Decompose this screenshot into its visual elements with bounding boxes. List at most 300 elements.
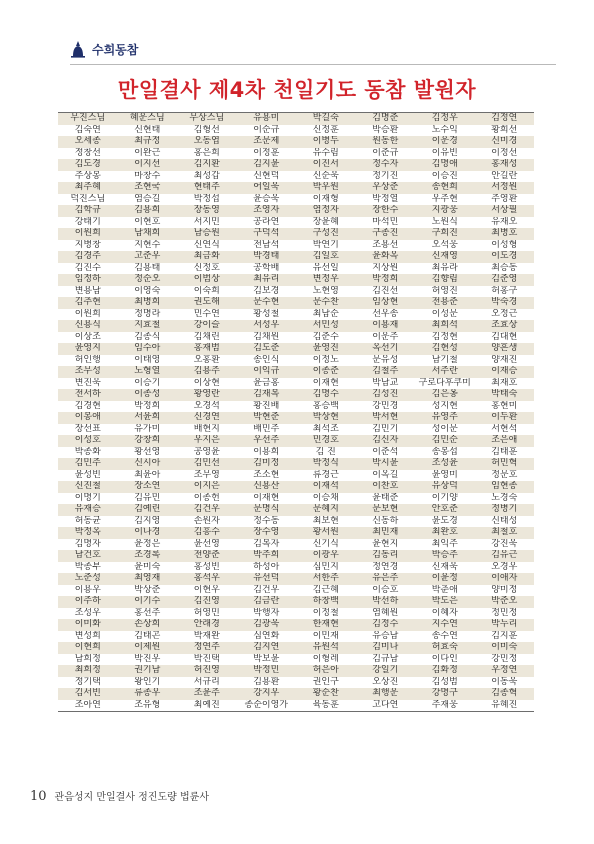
- table-row: [58, 136, 534, 148]
- name-cell: 노현영: [296, 286, 356, 298]
- name-cell: 윤미숙: [118, 562, 178, 574]
- name-cell: 한재현: [296, 619, 356, 631]
- page-title: 만일결사 제4차 천일기도 동참 발원자: [117, 78, 477, 102]
- name-cell: 신재욱: [415, 562, 475, 574]
- name-cell: 김지환: [177, 159, 237, 171]
- name-cell: 심연화: [237, 631, 297, 643]
- name-cell: 홍현미: [475, 401, 535, 413]
- name-cell: 이찬호: [356, 481, 416, 493]
- name-cell: 최영재: [118, 573, 178, 585]
- name-cell: 홍성빈: [177, 562, 237, 574]
- name-cell: 강명구: [415, 688, 475, 700]
- table-row: [58, 677, 534, 689]
- table-row: [58, 493, 534, 505]
- table-row: [58, 585, 534, 597]
- name-cell: 지수연: [415, 619, 475, 631]
- name-cell: 우상준: [356, 182, 416, 194]
- name-cell: 최주혜: [58, 182, 118, 194]
- table-row: [58, 527, 534, 539]
- table-row: [58, 320, 534, 332]
- name-cell: 김학규: [58, 205, 118, 217]
- name-cell: 허동균: [58, 516, 118, 528]
- name-cell: 최행운: [356, 688, 416, 700]
- name-cell: 김도경: [58, 159, 118, 171]
- name-cell: 김 진: [296, 447, 356, 459]
- name-cell: 김민순: [415, 435, 475, 447]
- table-row: [58, 401, 534, 413]
- name-cell: 김건우: [177, 504, 237, 516]
- name-cell: 심민지: [296, 562, 356, 574]
- name-cell: 김정수: [356, 619, 416, 631]
- name-cell: 허영진: [415, 286, 475, 298]
- name-cell: 오세종: [58, 136, 118, 148]
- name-cell: 송인식: [237, 355, 297, 367]
- name-cell: 이상현: [177, 378, 237, 390]
- name-cell: 변성희: [58, 631, 118, 643]
- name-cell: 김대현: [475, 332, 535, 344]
- name-cell: 김지연: [237, 642, 297, 654]
- name-cell: 문명식: [237, 504, 297, 516]
- name-cell: 양재진: [475, 355, 535, 367]
- table-row: [58, 562, 534, 574]
- name-cell: 이원희: [58, 309, 118, 321]
- name-cell: 박정희: [356, 274, 416, 286]
- name-cell: 김태훈: [475, 447, 535, 459]
- name-cell: 현태주: [177, 182, 237, 194]
- name-cell: 김향림: [415, 274, 475, 286]
- name-cell: 이정선: [475, 148, 535, 160]
- name-cell: 남승원: [177, 228, 237, 240]
- name-cell: 윤영지: [58, 343, 118, 355]
- name-cell: 류종우: [118, 688, 178, 700]
- name-cell: 이용희: [237, 447, 297, 459]
- name-cell: 이재승: [475, 366, 535, 378]
- name-cell: 박진택: [177, 654, 237, 666]
- name-cell: 김채원: [237, 332, 297, 344]
- name-cell: 유가미: [118, 424, 178, 436]
- name-cell: 유재승: [58, 504, 118, 516]
- name-cell: 이완근: [118, 148, 178, 160]
- table-row: [58, 205, 534, 217]
- name-cell: 서민성: [296, 320, 356, 332]
- table-row: [58, 458, 534, 470]
- name-cell: 이순규: [237, 125, 297, 137]
- table-row: [58, 286, 534, 298]
- name-cell: 정순오: [118, 274, 178, 286]
- name-cell: 서성우: [237, 320, 297, 332]
- name-cell: 김예린: [118, 504, 178, 516]
- table-row: [58, 182, 534, 194]
- name-cell: 김현성: [415, 343, 475, 355]
- name-cell: 정민정: [475, 608, 535, 620]
- name-cell: 황순찬: [296, 688, 356, 700]
- name-cell: 윤정은: [118, 539, 178, 551]
- name-cell: 조아연: [58, 700, 118, 712]
- name-cell: 우정연: [475, 665, 535, 677]
- name-cell: 이재형: [296, 194, 356, 206]
- name-cell: 신정훈: [296, 125, 356, 137]
- donor-names-body: [58, 113, 534, 712]
- name-cell: 김광욱: [237, 619, 297, 631]
- name-cell: 오석웅: [415, 240, 475, 252]
- name-cell: 허진영: [177, 665, 237, 677]
- name-cell: 이승기: [118, 378, 178, 390]
- name-cell: 박서현: [356, 412, 416, 424]
- name-cell: 권도해: [177, 297, 237, 309]
- name-cell: 변정우: [296, 274, 356, 286]
- table-row: [58, 125, 534, 137]
- name-cell: 이제원: [118, 642, 178, 654]
- name-cell: 박정민: [237, 665, 297, 677]
- name-cell: 김미나: [356, 642, 416, 654]
- name-cell: 신동하: [356, 516, 416, 528]
- name-cell: 이용재: [356, 320, 416, 332]
- name-cell: 이숙희: [177, 286, 237, 298]
- name-cell: 문유성: [356, 355, 416, 367]
- name-cell: 손원자: [177, 516, 237, 528]
- table-row: [58, 539, 534, 551]
- name-cell: 윤승욱: [237, 194, 297, 206]
- name-cell: 박경태: [237, 251, 297, 263]
- page-number: 10: [30, 789, 47, 804]
- name-cell: 전남석: [237, 240, 297, 252]
- name-cell: 윤현지: [356, 539, 416, 551]
- table-row: [58, 631, 534, 643]
- name-cell: 박상준: [118, 585, 178, 597]
- name-cell: 이용우: [58, 585, 118, 597]
- name-cell: 윤선영: [177, 539, 237, 551]
- name-cell: 권기남: [118, 665, 178, 677]
- name-cell: 김성진: [356, 389, 416, 401]
- name-cell: 정기진: [356, 171, 416, 183]
- name-cell: 공학배: [237, 263, 297, 275]
- name-cell: 임상현: [356, 297, 416, 309]
- name-cell: 강태기: [58, 217, 118, 229]
- name-cell: 이주하: [58, 596, 118, 608]
- name-cell: 이다인: [415, 654, 475, 666]
- name-cell: 김금란: [237, 596, 297, 608]
- name-cell: 이정훈: [237, 148, 297, 160]
- name-cell: 오정근: [475, 309, 535, 321]
- name-cell: 구덕석: [237, 228, 297, 240]
- name-cell: 강지우: [237, 688, 297, 700]
- name-cell: 무상스님: [177, 113, 237, 125]
- name-cell: 마창수: [118, 171, 178, 183]
- name-cell: 박길숙: [296, 113, 356, 125]
- name-cell: 김복자: [237, 539, 297, 551]
- name-cell: 최재호: [475, 378, 535, 390]
- name-cell: 최남순: [296, 309, 356, 321]
- table-row: [58, 573, 534, 585]
- name-cell: 노형열: [118, 366, 178, 378]
- name-cell: 양미정: [475, 585, 535, 597]
- name-cell: 신용산: [237, 481, 297, 493]
- name-cell: 김일호: [296, 251, 356, 263]
- name-cell: 임현종: [475, 481, 535, 493]
- name-cell: 유재오: [475, 217, 535, 229]
- name-cell: 이종준: [296, 366, 356, 378]
- name-cell: 주재웅: [415, 700, 475, 712]
- name-cell: 강민경: [356, 401, 416, 413]
- table-row: [58, 470, 534, 482]
- footer: [30, 788, 209, 804]
- name-cell: 민수연: [177, 309, 237, 321]
- name-cell: 이광우: [296, 550, 356, 562]
- name-cell: 유선일: [296, 263, 356, 275]
- name-cell: 최보현: [296, 516, 356, 528]
- name-cell: 조무성: [58, 366, 118, 378]
- name-cell: 김명애: [415, 159, 475, 171]
- header-divider: [70, 64, 556, 65]
- name-cell: 원동한: [356, 136, 416, 148]
- name-cell: 박숙경: [475, 297, 535, 309]
- name-cell: 홍승백: [296, 401, 356, 413]
- name-cell: 정문호: [475, 470, 535, 482]
- name-cell: 허홍구: [475, 286, 535, 298]
- name-cell: 이재석: [296, 481, 356, 493]
- name-cell: 이나경: [118, 527, 178, 539]
- name-cell: 이애자: [475, 573, 535, 585]
- name-cell: 최승동: [475, 263, 535, 275]
- name-cell: 유용미: [237, 113, 297, 125]
- name-cell: 안호준: [415, 504, 475, 516]
- header: [70, 38, 138, 60]
- name-cell: 조성우: [58, 608, 118, 620]
- table-row: [58, 148, 534, 160]
- table-row: [58, 366, 534, 378]
- name-cell: 정창선: [58, 148, 118, 160]
- name-cell: 최희석: [415, 320, 475, 332]
- name-cell: 장소연: [118, 481, 178, 493]
- name-cell: 신용식: [58, 320, 118, 332]
- name-cell: 김정우: [415, 113, 475, 125]
- name-cell: 조현국: [118, 182, 178, 194]
- name-cell: 김민기: [356, 424, 416, 436]
- name-cell: 김근혜: [296, 585, 356, 597]
- table-row: [58, 550, 534, 562]
- name-cell: 김민선: [177, 458, 237, 470]
- name-cell: 박정섭: [177, 194, 237, 206]
- name-cell: 김동리: [356, 550, 416, 562]
- name-cell: 신순욱: [296, 171, 356, 183]
- name-cell: 최병희: [118, 297, 178, 309]
- temple-bell-icon: [70, 40, 86, 58]
- name-cell: 노경숙: [475, 493, 535, 505]
- name-cell: 이옥길: [356, 470, 416, 482]
- name-cell: 이미화: [58, 619, 118, 631]
- name-cell: 장동영: [177, 205, 237, 217]
- name-cell: 박남교: [356, 378, 416, 390]
- name-cell: 성지현: [415, 401, 475, 413]
- name-cell: 박정식: [296, 458, 356, 470]
- table-row: [58, 412, 534, 424]
- name-cell: 김진선: [356, 286, 416, 298]
- name-cell: 성이문: [415, 424, 475, 436]
- name-cell: 정연경: [356, 562, 416, 574]
- name-cell: 이두환: [475, 412, 535, 424]
- table-row: [58, 504, 534, 516]
- name-cell: 정기택: [58, 677, 118, 689]
- name-cell: 손상희: [118, 619, 178, 631]
- name-cell: 황희선: [475, 125, 535, 137]
- name-cell: 최금화: [177, 251, 237, 263]
- name-cell: 박현준: [237, 412, 297, 424]
- name-cell: 어일욱: [237, 182, 297, 194]
- name-cell: 박정열: [356, 194, 416, 206]
- name-cell: 박선하: [356, 596, 416, 608]
- table-row: [58, 171, 534, 183]
- name-cell: 김재복: [237, 389, 297, 401]
- name-cell: 주상봉: [58, 171, 118, 183]
- name-cell: 조경록: [118, 550, 178, 562]
- name-cell: 문혜지: [296, 504, 356, 516]
- name-cell: 김흥수: [177, 527, 237, 539]
- name-cell: 조소현: [237, 470, 297, 482]
- name-cell: 김준영: [475, 274, 535, 286]
- name-cell: 이동욱: [475, 677, 535, 689]
- name-cell: 이혜자: [415, 608, 475, 620]
- name-cell: 선우송: [356, 309, 416, 321]
- name-cell: 이병두: [296, 136, 356, 148]
- table-row: [58, 608, 534, 620]
- name-cell: 김형선: [177, 125, 237, 137]
- name-cell: 윤태준: [356, 493, 416, 505]
- name-cell: 유원석: [296, 642, 356, 654]
- table-row: [58, 596, 534, 608]
- name-cell: 김용태: [118, 263, 178, 275]
- name-cell: 신연식: [177, 240, 237, 252]
- name-cell: 김숙연: [58, 125, 118, 137]
- name-cell: 박종부: [58, 562, 118, 574]
- name-cell: 하성아: [237, 562, 297, 574]
- name-cell: 홍은희: [177, 148, 237, 160]
- name-cell: 고준우: [118, 251, 178, 263]
- name-cell: 안래경: [177, 619, 237, 631]
- name-cell: 구희진: [415, 228, 475, 240]
- name-cell: 노원식: [415, 217, 475, 229]
- name-cell: 최병호: [475, 228, 535, 240]
- name-cell: 박연기: [296, 240, 356, 252]
- table-row: [58, 619, 534, 631]
- name-cell: 문수현: [237, 297, 297, 309]
- name-cell: 조영자: [237, 205, 297, 217]
- name-cell: 신경연: [177, 412, 237, 424]
- name-cell: 박상현: [296, 412, 356, 424]
- table-row: [58, 113, 534, 125]
- name-cell: 이익규: [237, 366, 297, 378]
- name-cell: 최희정: [58, 665, 118, 677]
- name-cell: 정명라: [118, 309, 178, 321]
- name-cell: 유혜진: [475, 700, 535, 712]
- table-row: [58, 481, 534, 493]
- name-cell: 노준성: [58, 573, 118, 585]
- name-cell: 오상진: [356, 677, 416, 689]
- name-cell: 장수영: [237, 527, 297, 539]
- name-cell: 조문제: [237, 136, 297, 148]
- name-cell: 최윤아: [118, 470, 178, 482]
- name-cell: 이종헌: [177, 493, 237, 505]
- name-cell: 신태성: [475, 516, 535, 528]
- name-cell: 김은옹: [415, 389, 475, 401]
- name-cell: 서상필: [475, 205, 535, 217]
- name-cell: 김용희: [118, 205, 178, 217]
- table-row: [58, 263, 534, 275]
- name-cell: 박우원: [296, 182, 356, 194]
- name-cell: 서주란: [415, 366, 475, 378]
- name-cell: 지현수: [118, 240, 178, 252]
- name-cell: 변용남: [58, 286, 118, 298]
- name-cell: 황서원: [296, 527, 356, 539]
- table-row: [58, 159, 534, 171]
- table-row: [58, 654, 534, 666]
- table-row: [58, 240, 534, 252]
- table-row: [58, 665, 534, 677]
- name-cell: 윤성빈: [58, 470, 118, 482]
- name-cell: 신시아: [118, 458, 178, 470]
- name-cell: 황영란: [177, 389, 237, 401]
- name-cell: 종순이영가: [237, 700, 297, 712]
- name-cell: 육동훈: [296, 700, 356, 712]
- name-cell: 김명수: [296, 389, 356, 401]
- name-cell: 마석민: [356, 217, 416, 229]
- name-cell: 이정철: [296, 608, 356, 620]
- name-cell: 무진스님: [58, 113, 118, 125]
- name-cell: 이진서: [296, 159, 356, 171]
- name-cell: 허효숙: [415, 642, 475, 654]
- name-cell: 허은아: [296, 665, 356, 677]
- name-cell: 염승길: [118, 194, 178, 206]
- name-cell: 김건우: [237, 585, 297, 597]
- table-row: [58, 642, 534, 654]
- name-cell: 이현희: [58, 642, 118, 654]
- name-cell: 송수연: [415, 631, 475, 643]
- name-cell: 남기철: [415, 355, 475, 367]
- name-cell: 이재현: [296, 378, 356, 390]
- name-cell: 문수찬: [296, 297, 356, 309]
- name-cell: 김진수: [58, 263, 118, 275]
- name-cell: 하창백: [296, 596, 356, 608]
- name-cell: 서현석: [475, 424, 535, 436]
- name-cell: 윤화옥: [356, 251, 416, 263]
- name-cell: 이기양: [415, 493, 475, 505]
- name-cell: 강이슬: [177, 320, 237, 332]
- name-cell: 박누리: [475, 619, 535, 631]
- name-cell: 허민혁: [475, 458, 535, 470]
- name-cell: 최성갑: [177, 171, 237, 183]
- name-cell: 지상원: [356, 263, 416, 275]
- name-cell: 최완호: [415, 527, 475, 539]
- name-cell: 조유형: [118, 700, 178, 712]
- name-cell: 공라연: [237, 217, 297, 229]
- name-cell: 이현호: [118, 217, 178, 229]
- name-cell: 구로다후쿠미: [415, 378, 475, 390]
- name-cell: 김신자: [356, 435, 416, 447]
- name-cell: 조윤주: [177, 688, 237, 700]
- name-cell: 이기수: [118, 596, 178, 608]
- name-cell: 주영환: [475, 194, 535, 206]
- name-cell: 김명준: [356, 113, 416, 125]
- name-cell: 임수아: [118, 343, 178, 355]
- name-cell: 박태숙: [475, 389, 535, 401]
- name-cell: 이운경: [415, 136, 475, 148]
- name-cell: 공영윤: [177, 447, 237, 459]
- name-cell: 염정자: [296, 205, 356, 217]
- name-cell: 박정옥: [58, 527, 118, 539]
- name-cell: 민경호: [296, 435, 356, 447]
- name-cell: 강진욱: [475, 539, 535, 551]
- name-cell: 이미숙: [475, 642, 535, 654]
- name-cell: 오동엽: [177, 136, 237, 148]
